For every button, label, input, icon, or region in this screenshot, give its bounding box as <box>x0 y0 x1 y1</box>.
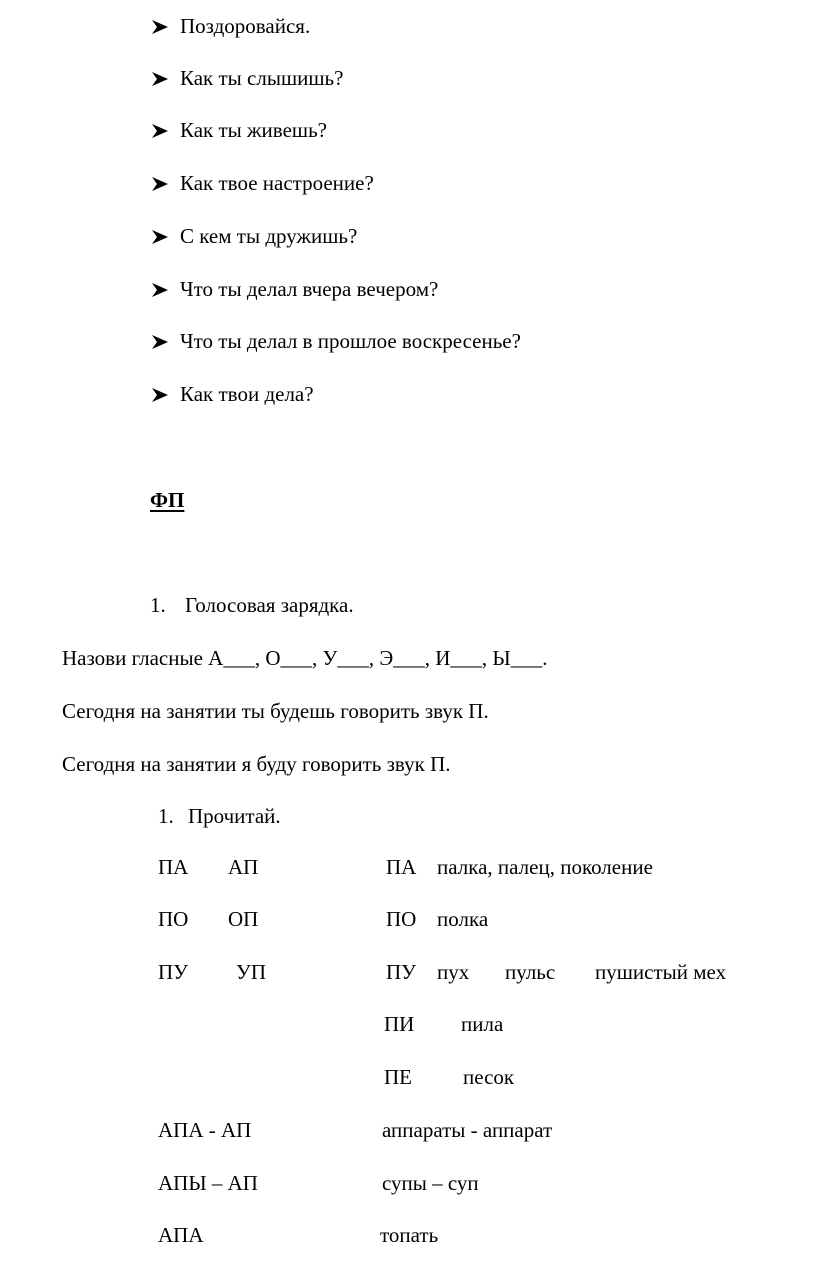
word-pair: топать <box>380 1223 439 1247</box>
syllable-pair: АПА - АП <box>158 1118 252 1142</box>
word-list: палка, палец, поколение <box>437 855 653 879</box>
section-heading: ФП <box>150 488 185 512</box>
word: пух <box>437 960 470 984</box>
step-label: Голосовая зарядка. <box>185 593 354 617</box>
arrowhead-bullet-icon <box>150 226 172 248</box>
question-text: Как ты живешь? <box>180 118 327 142</box>
word: пила <box>461 1012 504 1036</box>
syllable-label: ПЕ <box>384 1065 412 1089</box>
vowels-line: Назови гласные А___, О___, У___, Э___, И___, Ы___. <box>62 646 548 670</box>
word: песок <box>463 1065 515 1089</box>
syllable-closed: УП <box>236 960 267 984</box>
today-you-line: Сегодня на занятии ты будешь говорить звук П. <box>62 699 489 723</box>
syllable-label: ПИ <box>384 1012 415 1036</box>
arrowhead-bullet-icon <box>150 68 172 90</box>
step-number: 1. <box>158 804 174 828</box>
word: пушистый мех <box>595 960 727 984</box>
question-text: Как ты слышишь? <box>180 66 344 90</box>
question-text: С кем ты дружишь? <box>180 224 358 248</box>
syllable-label: ПО <box>386 907 417 931</box>
syllable-closed: ОП <box>228 907 259 931</box>
arrowhead-bullet-icon <box>150 16 172 38</box>
question-text: Как твои дела? <box>180 382 314 406</box>
syllable-label: ПА <box>386 855 417 879</box>
step-number: 1. <box>150 593 166 617</box>
syllable-closed: АП <box>228 855 259 879</box>
syllable-label: ПУ <box>386 960 417 984</box>
question-text: Как твое настроение? <box>180 171 374 195</box>
word: пульс <box>505 960 556 984</box>
today-me-line: Сегодня на занятии я буду говорить звук П. <box>62 752 451 776</box>
arrowhead-bullet-icon <box>150 384 172 406</box>
word-pair: аппараты - аппарат <box>382 1118 553 1142</box>
syllable-open: ПО <box>158 907 189 931</box>
question-text: Что ты делал вчера вечером? <box>180 277 439 301</box>
word-pair: супы – суп <box>382 1171 479 1195</box>
step-label: Прочитай. <box>188 804 281 828</box>
syllable-open: ПА <box>158 855 189 879</box>
syllable-pair: АПА <box>158 1223 204 1247</box>
arrowhead-bullet-icon <box>150 173 172 195</box>
syllable-open: ПУ <box>158 960 189 984</box>
arrowhead-bullet-icon <box>150 279 172 301</box>
syllable-pair: АПЫ – АП <box>158 1171 258 1195</box>
question-text: Что ты делал в прошлое воскресенье? <box>180 329 521 353</box>
arrowhead-bullet-icon <box>150 120 172 142</box>
word: полка <box>437 907 489 931</box>
question-text: Поздоровайся. <box>180 14 311 38</box>
arrowhead-bullet-icon <box>150 331 172 353</box>
